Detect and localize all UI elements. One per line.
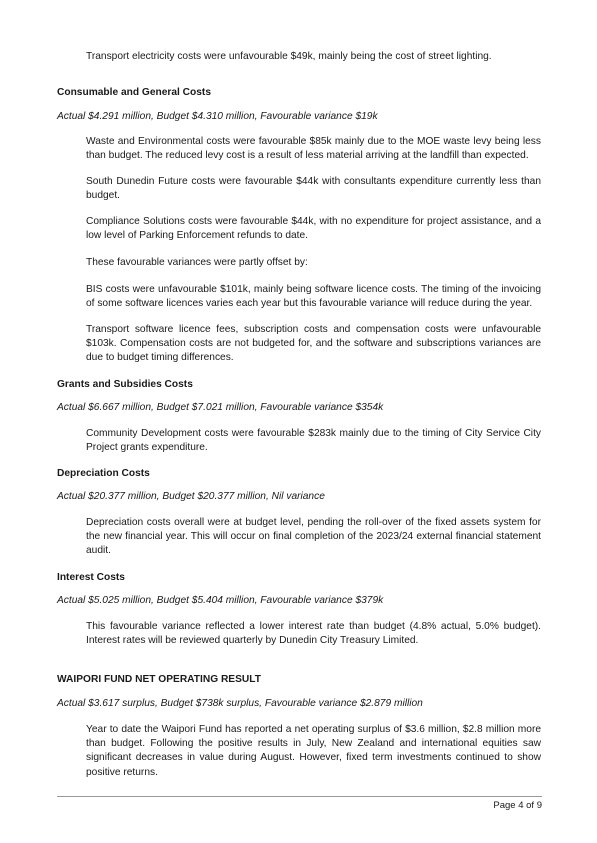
paragraph-transport-software: Transport software licence fees, subscription costs and compensation costs were unfavourable $103k. Compensation costs are not budgeted for, and the software and subscriptions variances are due to budget timing differences.: [86, 324, 541, 364]
paragraph-compliance-solutions: Compliance Solutions costs were favourable $44k, with no expenditure for project assistance, and a low level of Parking Enforcement refunds to date.: [86, 216, 541, 242]
summary-depreciation-costs: Actual $20.377 million, Budget $20.377 million, Nil variance: [57, 491, 325, 502]
paragraph-south-dunedin-future: South Dunedin Future costs were favourable $44k with consultants expenditure currently less than budget.: [86, 176, 541, 202]
heading-grants-subsidies-costs: Grants and Subsidies Costs: [57, 379, 193, 390]
summary-consumable-general-costs: Actual $4.291 million, Budget $4.310 million, Favourable variance $19k: [57, 111, 378, 122]
heading-interest-costs: Interest Costs: [57, 572, 125, 583]
summary-interest-costs: Actual $5.025 million, Budget $5.404 million, Favourable variance $379k: [57, 595, 384, 606]
summary-grants-subsidies-costs: Actual $6.667 million, Budget $7.021 million, Favourable variance $354k: [57, 402, 384, 413]
paragraph-waipori-fund: Year to date the Waipori Fund has reported a net operating surplus of $3.6 million, $2.8 million more than budget. Following the positive results in July, New Zealand and international equities saw significant decreases in value during August. However, fixed term investments continued to show positive returns.: [86, 724, 541, 778]
paragraph-community-development: Community Development costs were favourable $283k mainly due to the timing of City Service City Project grants expenditure.: [86, 428, 541, 454]
paragraph-offset-intro: These favourable variances were partly offset by:: [86, 257, 308, 268]
paragraph-waste-environmental: Waste and Environmental costs were favourable $85k mainly due to the MOE waste levy being less than budget. The reduced levy cost is a result of less material arriving at the landfill than expected.: [86, 136, 541, 162]
paragraph-transport-electricity: Transport electricity costs were unfavourable $49k, mainly being the cost of street lighting.: [86, 51, 492, 62]
heading-consumable-general-costs: Consumable and General Costs: [57, 87, 211, 98]
heading-waipori-fund: WAIPORI FUND NET OPERATING RESULT: [57, 674, 261, 685]
heading-depreciation-costs: Depreciation Costs: [57, 468, 150, 479]
paragraph-depreciation: Depreciation costs overall were at budget level, pending the roll-over of the fixed assets system for the new financial year. This will occur on final completion of the 2023/24 external financial statement audit.: [86, 517, 541, 557]
paragraph-interest-rate: This favourable variance reflected a lower interest rate than budget (4.8% actual, 5.0% budget). Interest rates will be reviewed quarterly by Dunedin City Treasury Limited.: [86, 621, 541, 647]
summary-waipori-fund: Actual $3.617 surplus, Budget $738k surplus, Favourable variance $2.879 million: [57, 698, 423, 709]
page-number: Page 4 of 9: [493, 800, 542, 811]
footer-divider: [57, 796, 542, 797]
paragraph-bis-costs: BIS costs were unfavourable $101k, mainly being software licence costs. The timing of the invoicing of some software licences varies each year but this favourable variance will reduce during the year.: [86, 284, 541, 310]
